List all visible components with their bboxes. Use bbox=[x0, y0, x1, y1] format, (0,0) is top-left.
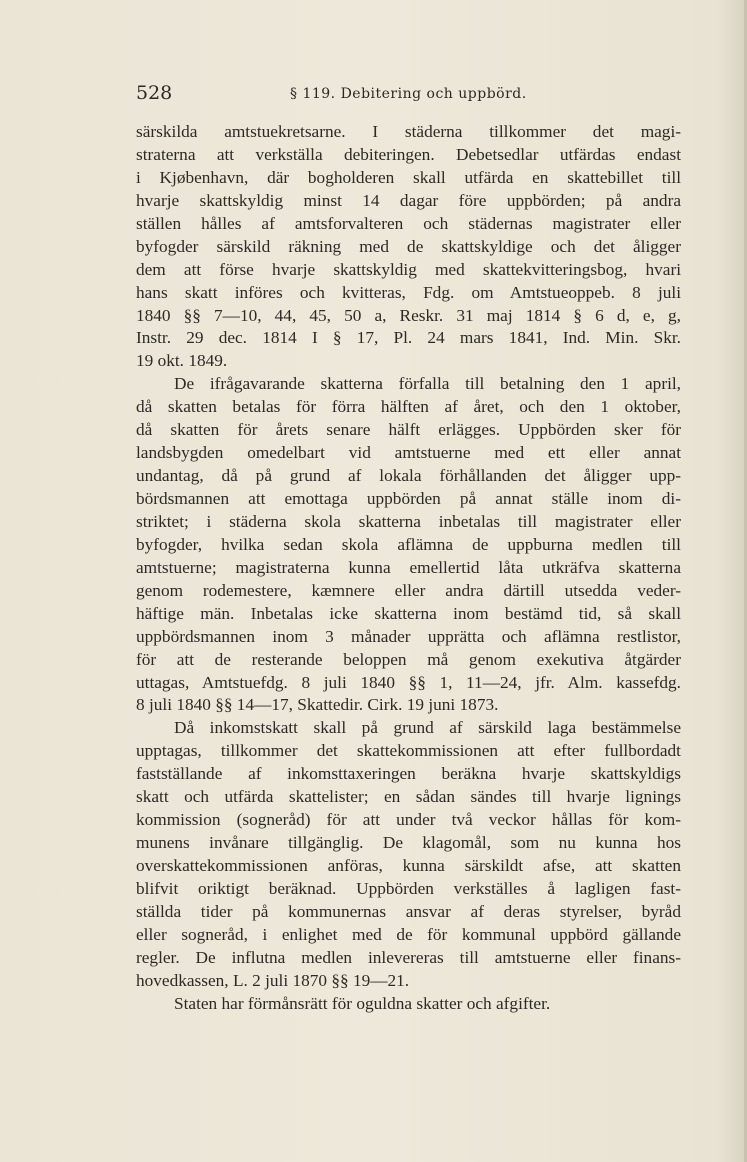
paragraph bbox=[136, 373, 681, 717]
text-line: byfogder, hvilka sedan skola aflämna de uppburna medlen till bbox=[136, 534, 681, 554]
text-line: uttagas, Amtstuefdg. 8 juli 1840 §§ 1, 11—24, jfr. Alm. kassefdg. bbox=[136, 672, 681, 692]
text-line: amtstuerne; magistraterna kunna emellertid låta utkräfva skatterna bbox=[136, 557, 681, 577]
text-line: för att de resterande beloppen må genom exekutiva åtgärder bbox=[136, 649, 681, 669]
text-line: ställen hålles af amtsforvalteren och städernas magistrater eller bbox=[136, 213, 681, 233]
text-line: kommission (sogneråd) för att under två veckor hållas för kom- bbox=[136, 810, 681, 830]
running-head: § 119. Debitering och uppbörd. bbox=[290, 86, 527, 102]
text-line: hovedkassen, L. 2 juli 1870 §§ 19—21. bbox=[136, 970, 410, 990]
text-line: häftige män. Inbetalas icke skatterna inom bestämd tid, så skall bbox=[136, 603, 681, 623]
page-header bbox=[136, 82, 681, 112]
paragraph bbox=[136, 717, 681, 992]
text-line: upptagas, tillkommer det skattekommissionen att efter fullbordadt bbox=[136, 741, 681, 761]
text-line: 1840 §§ 7—10, 44, 45, 50 a, Reskr. 31 maj 1814 § 6 d, e, g, bbox=[136, 305, 681, 325]
text-line: hans skatt införes och kvitteras, Fdg. om Amtstueoppeb. 8 juli bbox=[136, 282, 681, 302]
text-line: striktet; i städerna skola skatterna inbetalas till magistrater eller bbox=[136, 511, 681, 531]
text-line: blifvit oriktigt beräknad. Uppbörden verkställes å lagligen fast- bbox=[136, 878, 681, 898]
text-line: uppbördsmannen inom 3 månader upprätta och aflämna restlistor, bbox=[136, 626, 681, 646]
text-line: särskilda amtstuekretsarne. I städerna tillkommer det magi- bbox=[136, 122, 681, 141]
text-line: Staten har förmånsrätt för oguldna skatter och afgifter. bbox=[174, 993, 551, 1013]
text-line: 8 juli 1840 §§ 14—17, Skattedir. Cirk. 19 juni 1873. bbox=[136, 695, 499, 715]
text-line: i Kjøbenhavn, där bogholderen skall utfärda en skattebillet till bbox=[136, 167, 681, 187]
text-line: eller sogneråd, i enlighet med de för kommunal uppbörd gällande bbox=[136, 924, 681, 944]
body-text bbox=[136, 121, 681, 1016]
text-line: regler. De influtna medlen inlevereras till amtstuerne eller finans- bbox=[136, 947, 681, 967]
text-line: genom rodemestere, kæmnere eller andra därtill utsedda veder- bbox=[136, 580, 681, 600]
text-line: fastställande af inkomsttaxeringen beräkna hvarje skattskyldigs bbox=[136, 764, 681, 784]
paragraph bbox=[136, 121, 681, 373]
text-line: munens invånare tillgänglig. De klagomål, som nu kunna hos bbox=[136, 833, 681, 853]
text-line: hvarje skattskyldig minst 14 dagar före uppbörden; på andra bbox=[136, 190, 681, 210]
text-line: Instr. 29 dec. 1814 I § 17, Pl. 24 mars 1841, Ind. Min. Skr. bbox=[136, 328, 681, 348]
text-line: undantag, då på grund af lokala förhållanden det åligger upp- bbox=[136, 466, 681, 486]
text-line: Då inkomstskatt skall på grund af särskild laga bestämmelse bbox=[174, 718, 681, 738]
text-line: 19 okt. 1849. bbox=[136, 351, 228, 371]
text-line: skatt och utfärda skattelister; en sådan sändes till hvarje lignings bbox=[136, 787, 681, 807]
text-line: straterna att verkställa debiteringen. Debetsedlar utfärdas endast bbox=[136, 144, 681, 164]
text-line: De ifrågavarande skatterna förfalla till betalning den 1 april, bbox=[174, 374, 681, 394]
text-line: dem att förse hvarje skattskyldig med skattekvitteringsbog, hvari bbox=[136, 259, 681, 279]
text-line: byfogder särskild räkning med de skattskyldige och det åligger bbox=[136, 236, 681, 256]
text-line: då skatten för årets senare hälft erlägges. Uppbörden sker för bbox=[136, 420, 681, 440]
text-line: landsbygden omedelbart vid amtstuerne med ett eller annat bbox=[136, 443, 681, 463]
text-line: overskattekommissionen anföras, kunna särskildt afse, att skatten bbox=[136, 856, 681, 875]
page-number: 528 bbox=[136, 82, 173, 104]
paragraph bbox=[136, 993, 681, 1016]
text-line: ställda tider på kommunernas ansvar af deras styrelser, byråd bbox=[136, 901, 681, 921]
text-line: då skatten betalas för förra hälften af året, och den 1 oktober, bbox=[136, 397, 681, 417]
text-line: bördsmannen att emottaga uppbörden på annat ställe inom di- bbox=[136, 489, 681, 508]
